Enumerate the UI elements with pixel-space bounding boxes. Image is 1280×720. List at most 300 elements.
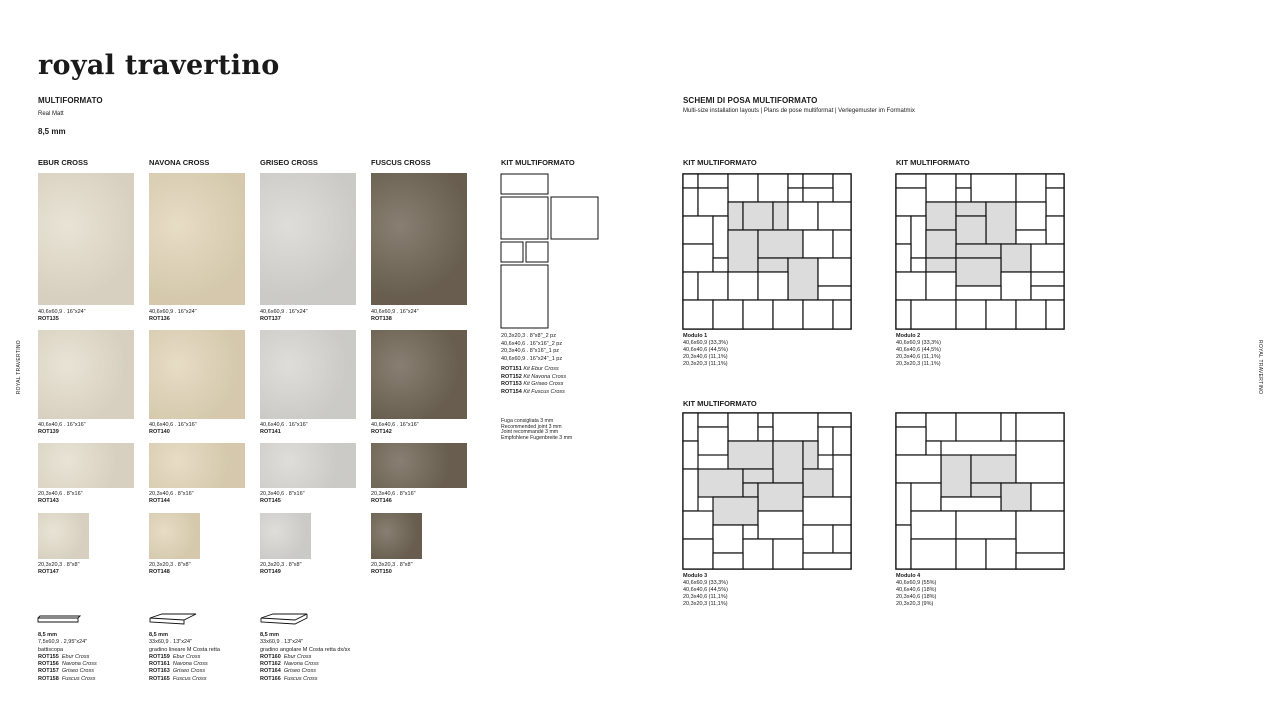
profile-desc: gradino lineare M Costa retta (149, 646, 220, 653)
tile-swatch-size-60x40 (149, 173, 245, 305)
module-4-layout (895, 412, 1065, 570)
profile-code: ROT155 (38, 653, 59, 660)
tile (803, 553, 851, 569)
tile (896, 174, 926, 188)
tile (788, 188, 803, 202)
tile-size: 40,6x60,9 . 16"x24" (371, 309, 419, 315)
tile (773, 539, 803, 569)
tile (896, 188, 926, 216)
tile (683, 216, 713, 244)
joint-line: Joint recommandé 3 mm (501, 429, 559, 435)
tile (818, 413, 851, 427)
tile-swatch-size-20x20 (38, 513, 89, 559)
tile-swatch-size-20x40 (371, 443, 467, 488)
gradino-lineare-icon (148, 612, 198, 630)
tile-code: ROT139 (38, 428, 59, 435)
tile (1031, 244, 1064, 272)
col-header-fuscus: FUSCUS CROSS (371, 158, 431, 167)
tile-code: ROT147 (38, 568, 59, 575)
kit-code: ROT151 (501, 366, 522, 372)
tile-swatch-size-20x20 (149, 513, 200, 559)
tile (956, 539, 986, 569)
kit-codes (501, 366, 566, 396)
tile (728, 272, 758, 300)
profile-desc: gradino angolare M Costa retta dx/sx (260, 646, 351, 653)
tile (1016, 300, 1046, 329)
module-line: 20,3x40,6 (18%) (896, 594, 937, 600)
module-line: 20,3x20,3 (9%) (896, 601, 934, 607)
profile-gradino-angolare (260, 632, 350, 683)
tile (818, 258, 851, 286)
tile (803, 497, 851, 525)
tile (956, 244, 1001, 258)
kit-piece (501, 174, 548, 194)
tile (956, 174, 971, 188)
profile-code: ROT163 (149, 668, 170, 675)
tile-size: 40,6x60,9 . 16"x24" (38, 309, 86, 315)
module-line: 40,6x40,6 (44,5%) (683, 347, 728, 353)
tile (803, 469, 833, 497)
tile (1046, 188, 1064, 216)
module-line: 40,6x60,9 (33,3%) (683, 340, 728, 346)
tile (956, 216, 986, 244)
tile (683, 413, 698, 441)
tile (1001, 272, 1031, 300)
tile (956, 511, 1016, 539)
tile (728, 441, 773, 469)
tile (896, 427, 926, 455)
side-label-right: ROYAL TRAVERTINO (1257, 340, 1263, 395)
profile-code: ROT165 (149, 675, 170, 682)
layouts-title: SCHEMI DI POSA MULTIFORMATO (683, 96, 818, 105)
tile-size: 20,3x20,3 . 8"x8" (371, 562, 413, 568)
module-line: 40,6x60,9 (33,3%) (683, 580, 728, 586)
module-line: 20,3x20,3 (11,1%) (683, 361, 728, 367)
tile-swatch-size-60x40 (371, 173, 467, 305)
kit-code: ROT153 (501, 381, 522, 387)
module-1-caption (683, 333, 728, 368)
kit-size-line: 40,6x40,6 . 16"x16"_2 pz (501, 340, 563, 347)
module-2-layout (895, 173, 1065, 330)
kit-title-3: KIT MULTIFORMATO (683, 399, 757, 408)
tile-caption (149, 422, 197, 435)
tile (926, 413, 956, 441)
profile-name: Ebur Cross (172, 653, 201, 660)
kit-code-line (501, 374, 566, 382)
section-title: MULTIFORMATO (38, 96, 103, 105)
module-line: 20,3x20,3 (11,1%) (896, 361, 941, 367)
tile (1016, 413, 1064, 441)
profile-name: Fuscus Cross (283, 675, 318, 682)
tile (698, 174, 728, 188)
tile (986, 300, 1016, 329)
tile (911, 511, 956, 539)
tile (743, 525, 758, 539)
layouts-subtitle: Multi-size installation layouts | Plans de pose multiformat | Verlegemuster im Formatmix (683, 108, 915, 114)
tile (743, 469, 773, 483)
tile (896, 525, 911, 569)
tile (758, 258, 788, 272)
module-line: 20,3x40,6 (11,1%) (896, 354, 941, 360)
tile (1001, 244, 1031, 272)
kit-name: Kit Ebur Cross (523, 366, 559, 372)
tile (713, 258, 728, 272)
profile-name: Navona Cross (283, 661, 319, 668)
tile (896, 300, 911, 329)
tile (1016, 202, 1046, 230)
tile (896, 483, 911, 525)
profile-code: ROT156 (38, 661, 59, 668)
tile (896, 455, 941, 483)
tile-caption (371, 562, 413, 575)
kit-name: Kit Griseo Cross (523, 381, 564, 387)
profile-name: Navona Cross (61, 661, 97, 668)
tile (758, 413, 773, 427)
tile-swatch-size-20x20 (260, 513, 311, 559)
tile (803, 188, 833, 202)
col-header-navona: NAVONA CROSS (149, 158, 210, 167)
kit-code: ROT152 (501, 373, 522, 380)
tile-code: ROT142 (371, 428, 392, 435)
profile-name: Griseo Cross (61, 668, 94, 675)
tile-size: 20,3x40,6 . 8"x16" (38, 491, 83, 497)
tile (911, 539, 956, 569)
tile (743, 539, 773, 569)
tile (1016, 174, 1046, 202)
module-title: Modulo 4 (896, 573, 921, 579)
tile-swatch-size-20x40 (38, 443, 134, 488)
tile-size: 40,6x40,6 . 16"x16" (38, 422, 86, 428)
profile-name: Navona Cross (172, 661, 208, 668)
tile (911, 258, 926, 272)
tile-caption (149, 562, 191, 575)
tile (743, 483, 758, 497)
kit-piece (501, 242, 523, 262)
profile-thickness: 8,5 mm (38, 632, 57, 638)
profile-name: Griseo Cross (283, 668, 316, 675)
tile (728, 413, 758, 441)
tile-caption (371, 422, 419, 435)
tile-code: ROT136 (149, 315, 170, 322)
tile (758, 272, 788, 300)
kit-piece (551, 197, 598, 239)
tile (773, 413, 818, 441)
module-line: 40,6x40,6 (44,5%) (896, 347, 941, 353)
tile (773, 441, 803, 483)
tile-size: 20,3x20,3 . 8"x8" (38, 562, 80, 568)
tile (1046, 300, 1064, 329)
tile-caption (260, 491, 305, 504)
kit-piece (526, 242, 548, 262)
tile-size: 40,6x40,6 . 16"x16" (260, 422, 308, 428)
tile-size: 20,3x20,3 . 8"x8" (149, 562, 191, 568)
kit-size-line: 40,6x60,9 . 16"x24"_1 pz (501, 355, 563, 362)
tile-size: 40,6x40,6 . 16"x16" (149, 422, 197, 428)
module-2-caption (896, 333, 941, 368)
tile (683, 441, 698, 469)
profile-name: Ebur Cross (61, 653, 90, 660)
profile-size: 33x60,9 . 13"x24" (260, 639, 304, 646)
tile (1001, 413, 1016, 441)
tile (833, 427, 851, 455)
tile (1031, 286, 1064, 300)
kit-name: Kit Navona Cross (523, 373, 567, 380)
tile (926, 258, 956, 272)
tile-size: 40,6x60,9 . 16"x24" (149, 309, 197, 315)
tile (698, 427, 728, 455)
tile (833, 455, 851, 497)
tile (818, 202, 851, 230)
tile (926, 272, 956, 300)
tile (773, 300, 803, 329)
tile-swatch-size-40x40 (38, 330, 134, 419)
kit-code-line (501, 381, 566, 389)
brand-title: royal travertino (38, 50, 280, 81)
profile-size: 7,5x60,9 . 2,95"x24" (38, 639, 88, 646)
tile (911, 483, 941, 511)
kit-size-line: 20,3x20,3 . 8"x8"_2 pz (501, 333, 556, 339)
profile-code: ROT159 (149, 653, 170, 660)
tile-caption (260, 309, 308, 322)
profile-name: Fuscus Cross (61, 675, 96, 682)
tile (713, 216, 728, 258)
tile (713, 497, 758, 525)
module-line: 40,6x40,6 (18%) (896, 587, 937, 593)
tile-caption (38, 309, 86, 322)
tile (728, 174, 758, 202)
tile-code: ROT145 (260, 497, 281, 504)
module-1-layout (682, 173, 852, 330)
module-line: 20,3x40,6 (11,1%) (683, 354, 728, 360)
profile-desc: battiscopa (38, 646, 64, 653)
tile (728, 230, 758, 272)
tile (926, 230, 956, 258)
tile-code: ROT135 (38, 315, 59, 322)
tile-size: 20,3x40,6 . 8"x16" (260, 491, 305, 497)
tile (803, 230, 833, 258)
kit-sizes (501, 333, 562, 363)
kit-piece (501, 197, 548, 239)
tile (683, 174, 698, 188)
tile (1001, 483, 1031, 511)
tile (833, 174, 851, 202)
tile (818, 427, 833, 455)
profile-name: Ebur Cross (283, 653, 312, 660)
module-title: Modulo 3 (683, 573, 708, 579)
tile-code: ROT141 (260, 428, 281, 435)
profile-gradino-lineare (149, 632, 220, 683)
module-4-caption (896, 573, 936, 608)
tile (911, 300, 956, 329)
tile (956, 413, 1001, 441)
tile (941, 497, 1001, 511)
tile-code: ROT149 (260, 568, 281, 575)
profile-battiscopa (38, 632, 97, 683)
tile (758, 427, 773, 441)
side-label-left: ROYAL TRAVERTINO (16, 340, 22, 395)
joint-note (501, 418, 572, 442)
tile (911, 216, 926, 258)
kit-size-line: 20,3x40,6 . 8"x16"_1 pz (501, 348, 560, 354)
tile (788, 202, 818, 230)
tile-caption (38, 562, 80, 575)
joint-line: Empfohlene Fugenbreite 3 mm (501, 434, 573, 441)
tile-caption (371, 309, 419, 322)
tile (1016, 511, 1064, 553)
tile-caption (371, 491, 416, 504)
tile-size: 40,6x40,6 . 16"x16" (371, 422, 419, 428)
tile-code: ROT138 (371, 315, 392, 322)
tile (956, 286, 1001, 300)
tile-caption (38, 422, 86, 435)
tile (956, 258, 1001, 286)
profile-code: ROT158 (38, 675, 59, 682)
tile (1031, 272, 1064, 286)
tile (698, 413, 728, 427)
module-line: 40,6x60,9 (33,3%) (896, 340, 941, 346)
tile (758, 230, 803, 258)
module-line: 20,3x40,6 (11,1%) (683, 594, 728, 600)
tile-code: ROT144 (149, 497, 170, 504)
tile (788, 174, 803, 188)
thickness-label: 8,5 mm (38, 127, 66, 136)
tile-swatch-size-20x20 (371, 513, 422, 559)
tile-size: 20,3x40,6 . 8"x16" (371, 491, 416, 497)
tile-caption (38, 491, 83, 504)
tile (926, 174, 956, 202)
module-3-layout (682, 412, 852, 570)
profile-code: ROT162 (260, 661, 281, 668)
tile (971, 455, 1016, 483)
tile (833, 300, 851, 329)
tile (758, 483, 803, 511)
tile (758, 511, 803, 539)
tile (683, 469, 698, 511)
kit-name: Kit Fuscus Cross (523, 388, 565, 395)
tile (1031, 483, 1064, 511)
tile-code: ROT150 (371, 568, 392, 575)
profile-name: Fuscus Cross (172, 675, 207, 682)
tile (698, 188, 728, 216)
tile (788, 258, 818, 300)
tile-swatch-size-60x40 (260, 173, 356, 305)
profile-thickness: 8,5 mm (260, 632, 279, 638)
tile (728, 202, 743, 230)
tile-caption (149, 309, 197, 322)
tile (683, 188, 698, 216)
tile (1046, 216, 1064, 244)
tile (758, 174, 788, 202)
profile-code: ROT161 (149, 661, 170, 668)
col-header-ebur: EBUR CROSS (38, 158, 89, 167)
tile (743, 202, 773, 230)
tile (698, 469, 743, 497)
tile-swatch-size-60x40 (38, 173, 134, 305)
tile (833, 525, 851, 553)
tile (1016, 441, 1064, 483)
kit-code-line (501, 389, 566, 397)
tile (818, 286, 851, 300)
tile-caption (260, 562, 302, 575)
tile (803, 525, 833, 553)
tile-code: ROT148 (149, 568, 170, 575)
tile-code: ROT137 (260, 315, 281, 322)
module-line: 40,6x40,6 (44,5%) (683, 587, 728, 593)
tile (713, 300, 743, 329)
tile (713, 525, 743, 553)
kit-diagram (500, 172, 602, 332)
tile (683, 300, 713, 329)
tile-code: ROT146 (371, 497, 392, 504)
tile (683, 272, 698, 300)
tile (986, 539, 1016, 569)
profile-name: Griseo Cross (172, 668, 205, 675)
tile-swatch-size-20x40 (260, 443, 356, 488)
tile-code: ROT140 (149, 428, 170, 435)
module-title: Modulo 1 (683, 333, 708, 339)
tile-swatch-size-40x40 (260, 330, 356, 419)
battiscopa-icon (37, 614, 81, 626)
profile-code: ROT164 (260, 668, 281, 675)
tile-size: 20,3x40,6 . 8"x16" (149, 491, 194, 497)
tile (971, 483, 1001, 497)
tile (803, 174, 833, 188)
finish-label: Real Matt (38, 111, 64, 117)
profile-code: ROT166 (260, 675, 281, 682)
tile (743, 300, 773, 329)
joint-line: Recommended joint 3 mm (501, 423, 562, 430)
tile (956, 188, 971, 202)
tile (896, 272, 926, 300)
gradino-angolare-icon (259, 612, 309, 630)
profile-code: ROT160 (260, 653, 281, 660)
joint-line: Fuga consigliata 3 mm (501, 418, 554, 424)
tile-caption (149, 491, 194, 504)
tile-swatch-size-40x40 (371, 330, 467, 419)
tile (956, 202, 986, 216)
tile (683, 511, 713, 539)
tile (956, 300, 986, 329)
kit-title: KIT MULTIFORMATO (501, 158, 575, 167)
tile (1046, 174, 1064, 188)
module-title: Modulo 2 (896, 333, 921, 339)
tile-swatch-size-20x40 (149, 443, 245, 488)
tile (896, 216, 911, 244)
kit-piece (501, 265, 548, 328)
tile (803, 300, 833, 329)
profile-code: ROT157 (38, 668, 59, 675)
kit-title-2: KIT MULTIFORMATO (896, 158, 970, 167)
profile-thickness: 8,5 mm (149, 632, 168, 638)
tile (713, 553, 743, 569)
module-3-caption (683, 573, 728, 608)
tile (1016, 553, 1064, 569)
tile (896, 413, 926, 427)
kit-title-1: KIT MULTIFORMATO (683, 158, 757, 167)
tile (683, 539, 713, 569)
col-header-griseo: GRISEO CROSS (260, 158, 318, 167)
tile (698, 272, 728, 300)
tile-size: 40,6x60,9 . 16"x24" (260, 309, 308, 315)
tile-code: ROT143 (38, 497, 59, 504)
tile-size: 20,3x20,3 . 8"x8" (260, 562, 302, 568)
tile (683, 244, 713, 272)
kit-code: ROT154 (501, 388, 522, 395)
module-line: 40,6x60,9 (55%) (896, 580, 937, 586)
tile (896, 244, 911, 272)
tile (986, 202, 1016, 244)
tile (833, 230, 851, 258)
